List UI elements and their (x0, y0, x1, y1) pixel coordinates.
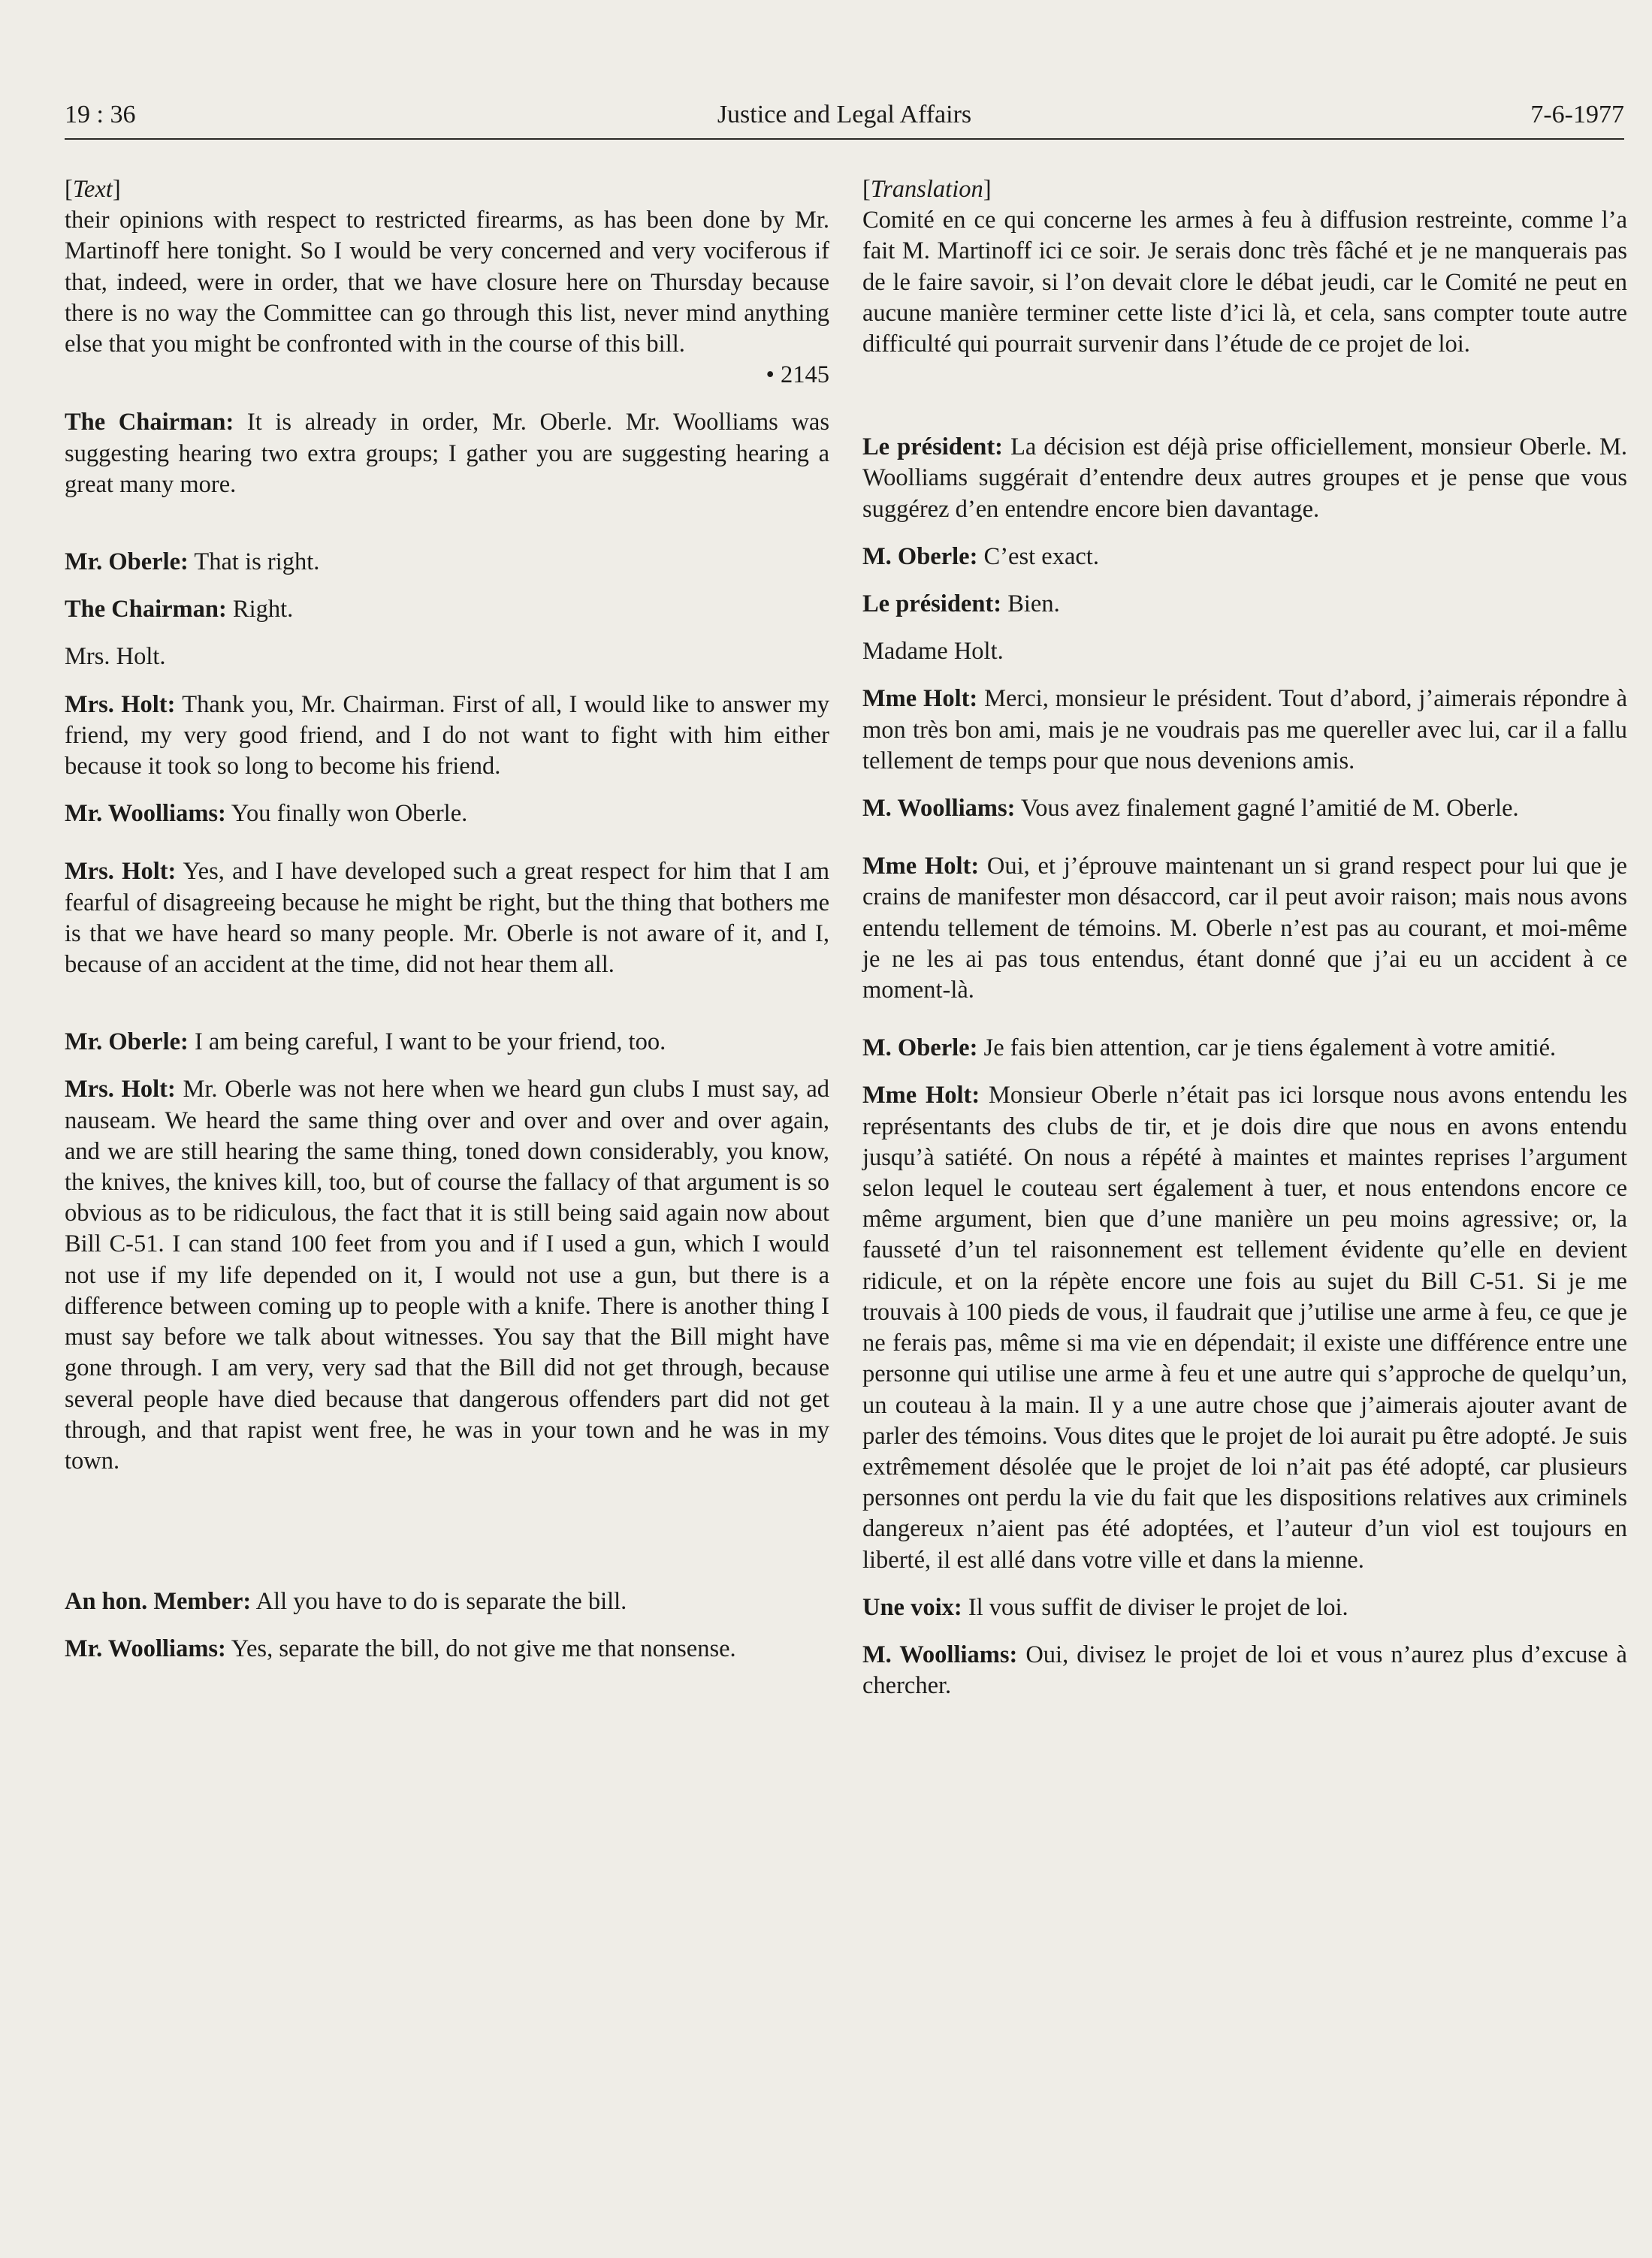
speaker-name: Mr. Woolliams: (65, 1635, 226, 1663)
speaker-name: Mme Holt: (862, 853, 980, 880)
speaker-name: Mrs. Holt: (65, 1076, 176, 1103)
speech-holt (862, 1080, 1627, 1575)
speech-text: You finally won Oberle. (225, 800, 468, 828)
speech-text: Yes, and I have developed such a great respect for him that I am fearful of disagreeing because he might be right, but the thing that bothers me is that we have heard so many people. Mr. Oberle is not aware of it, and I, because of an accident at the time, did not hear them all. (65, 858, 829, 979)
paragraph: Comité en ce qui concerne les armes à feu à diffusion restreinte, comme l’a fait M. Martinoff ici ce soir. Je serais donc très fâché et je ne manquerais pas de le faire savoir, si l’on devait clore le débat jeudi, car le Comité ne peut en aucune manière terminer cette liste d’ici là, et cela, sans compter toute autre difficulté qui pourrait survenir dans l’étude de ce projet de loi. (862, 207, 1627, 358)
chair-recognition: Madame Holt. (862, 638, 1004, 666)
chair-recognition: Mrs. Holt. (65, 643, 166, 671)
speech-text: It is already in order, Mr. Oberle. Mr. Woolliams was suggesting hearing two extra groups; I gather you are suggesting hearing a great many more. (65, 409, 829, 498)
speaker-name: Mrs. Holt: (65, 690, 176, 718)
speech-oberle (862, 542, 1627, 572)
speaker-name: M. Woolliams: (862, 795, 1016, 823)
speech-oberle (65, 1027, 829, 1058)
speech-text: Il vous suffit de diviser le projet de loi. (962, 1593, 1348, 1621)
page-date: 7-6-1977 (1530, 101, 1624, 128)
speaker-name: Mr. Oberle: (65, 1028, 189, 1056)
speech-president (862, 432, 1627, 525)
speaker-name: Mr. Woolliams: (65, 800, 226, 828)
speech-chairman (65, 594, 829, 625)
speech-woolliams (65, 798, 829, 829)
speaker-name: Mme Holt: (862, 1082, 980, 1109)
speech-text: Mr. Oberle was not here when we heard gun clubs I must say, ad nauseam. We heard the same thing over and over and over and over again, and we are still hearing the same thing, toned down considerably, you know, the knives, the knives kill, too, but of course the fallacy of that argument is so obvious as to be ridiculous, the fact that it is still being said again now about Bill C-51. I can stand 100 feet from you and if I used a gun, which I would not use if my life depended on it, I would not use a gun, but there is a difference between coming up to people with a knife. There is another thing I must say before we talk about witnesses. You say that the Bill might have gone through. I am very, very sad that the Bill did not get through, because several people have died because that dangerous offenders part did not get through, and that rapist went free, he was in your town and he was in my town. (65, 1076, 829, 1475)
speech-text: All you have to do is separate the bill. (251, 1588, 627, 1616)
speech-text: Oui, et j’éprouve maintenant un si grand respect pour lui que je crains de manifester mon désaccord, car il peut avoir raison; mais nous avons entendu tellement de témoins. M. Oberle n’est pas au courant, et moi-même je ne les ai pas tous entendus, étant donné que j’ai eu un accident à ce moment-là. (862, 853, 1627, 1004)
speech-chairman (65, 407, 829, 500)
speech-hon-member (65, 1586, 829, 1617)
speech-woolliams (862, 1640, 1627, 1701)
speech-holt (862, 851, 1627, 1006)
speech-holt (65, 856, 829, 980)
speech-holt (65, 1074, 829, 1477)
speech-text: Je fais bien attention, car je tiens également à votre amitié. (977, 1034, 1557, 1062)
speaker-name: The Chairman: (65, 409, 234, 436)
speaker-name: Une voix: (862, 1593, 962, 1621)
speech-oberle (862, 1033, 1627, 1064)
speaker-name: M. Woolliams: (862, 1641, 1018, 1668)
speech-text: Thank you, Mr. Chairman. First of all, I would like to answer my friend, my very good friend, and I do not want to fight with him either because it took so long to become his friend. (65, 690, 829, 780)
speech-voice (862, 1592, 1627, 1623)
speaker-name: M. Oberle: (862, 542, 978, 570)
speaker-name: Mme Holt: (862, 685, 978, 713)
speech-text: Oui, divisez le projet de loi et vous n’aurez plus d’excuse à chercher. (862, 1641, 1627, 1700)
speaker-name: The Chairman: (65, 596, 227, 623)
speaker-name: Le président: (862, 433, 1003, 461)
speech-text: I am being careful, I want to be your friend, too. (188, 1028, 666, 1056)
time-marker: • 2145 (766, 361, 829, 389)
speech-holt (65, 690, 829, 783)
speech-text: Merci, monsieur le président. Tout d’abord, j’aimerais répondre à mon très bon ami, mais je ne voudrais pas me quereller avec lui, car il a fallu tellement de temps pour que nous devenions amis. (862, 685, 1627, 774)
speech-president (862, 589, 1627, 620)
running-title: Justice and Legal Affairs (717, 101, 972, 128)
speaker-name: Mr. Oberle: (65, 548, 189, 576)
speech-text: Bien. (1001, 590, 1060, 618)
speaker-name: Mrs. Holt: (65, 858, 177, 886)
speaker-name: Le président: (862, 590, 1002, 618)
speech-oberle (65, 547, 829, 578)
english-column (65, 174, 829, 1665)
speech-text: Yes, separate the bill, do not give me that nonsense. (225, 1635, 736, 1663)
speech-text: Monsieur Oberle n’était pas ici lorsque nous avons entendu les représentants des clubs de tir, et je dois dire que nous en avons entendu jusqu’à satiété. On nous a répété à maintes et maintes reprises l’argument selon lequel le couteau sert également à tuer, et nous entendons encore ce même argument, bien que d’une manière un peu moins agressive; or, la fausseté d’un tel raisonnement est tellement évidente qu’elle en devient ridicule, et on la répète encore une fois au sujet du Bill C-51. Si je me trouvais à 100 pieds de vous, il faudrait que j’utilise une arme à feu, ce que je ne ferais pas, même si ma vie en dépendait; il existe une différence entre une personne qui utilise une arme à feu et une autre qui s’approche de quelqu’un, un couteau à la main. Il y a une autre chose que j’aimerais ajouter avant de parler des témoins. Vous dites que le projet de loi aurait pu être adopté. Je suis extrêmement désolée que le projet de loi n’ait pas été adopté, car plusieurs personnes ont perdu la vie du fait que les dispositions relatives aux criminels dangereux n’aient pas été adoptées, et l’auteur d’un viol est toujours en liberté, il est allé dans votre ville et dans la mienne. (862, 1082, 1627, 1574)
speech-text: That is right. (188, 548, 320, 576)
french-column (862, 174, 1627, 1701)
speaker-name: M. Oberle: (862, 1034, 978, 1062)
speech-text: La décision est déjà prise officiellement, monsieur Oberle. M. Woolliams suggérait d’entendre deux autres groupes et je pense que vous suggérez d’en entendre encore bien davantage. (862, 433, 1627, 523)
speaker-name: An hon. Member: (65, 1588, 252, 1616)
speech-text: Right. (226, 596, 294, 623)
speech-text: Vous avez finalement gagné l’amitié de M. Oberle. (1015, 795, 1519, 823)
page-header (65, 96, 1624, 140)
speech-text: C’est exact. (977, 542, 1099, 570)
speech-woolliams (65, 1634, 829, 1665)
speech-woolliams (862, 793, 1627, 824)
column-label: [Translation] (862, 176, 992, 203)
paragraph: their opinions with respect to restricted firearms, as has been done by Mr. Martinoff here tonight. So I would be very concerned and very vociferous if that, indeed, were in order, that we have closure here on Thursday because there is no way the Committee can go through this list, never mind anything else that you might be confronted with in the course of this bill. (65, 207, 829, 358)
speech-holt (862, 684, 1627, 777)
page-number: 19 : 36 (65, 101, 136, 128)
column-label: [Text] (65, 176, 121, 203)
